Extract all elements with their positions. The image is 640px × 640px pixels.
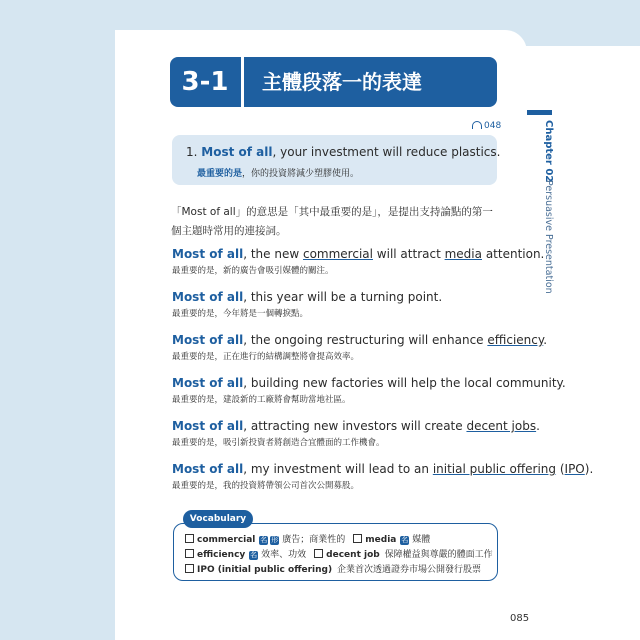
sentence-item <box>172 290 512 319</box>
vocabulary-item <box>185 535 345 545</box>
part-of-speech-badge: 形 <box>271 536 279 544</box>
section-number: 3-1 <box>181 67 229 97</box>
example-zh-highlight: 最重要的是 <box>197 169 243 179</box>
vocabulary-definition: 廣告；商業性的 <box>282 535 346 545</box>
sentence-highlight: Most of all <box>172 376 244 390</box>
sentence-text: attention. <box>482 247 545 261</box>
vocabulary-item <box>353 535 430 545</box>
checkbox-icon[interactable] <box>314 549 323 558</box>
sentence-item <box>172 419 540 448</box>
vocabulary-definition: 效率、功效 <box>261 550 307 560</box>
sentence-highlight: Most of all <box>172 333 244 347</box>
sentence-text: , attracting new investors will create <box>243 419 467 433</box>
sentence-keyword: commercial <box>302 247 373 261</box>
chapter-subtitle: Persuasive Presentation <box>543 180 554 294</box>
sentence-keyword: IPO <box>564 462 585 476</box>
example-zh-rest: ，你的投資將減少塑膠使用。 <box>242 169 360 179</box>
sentence-english <box>172 290 512 304</box>
explanation-paragraph: 「Most of all」的意思是「其中最重要的是」，是提出支持論點的第一個主題時常用的連接詞。 <box>171 206 493 237</box>
sentence-translation: 最重要的是，建設新的工廠將會幫助當地社區。 <box>172 395 351 405</box>
checkbox-icon[interactable] <box>185 534 194 543</box>
example-highlight: Most of all <box>201 145 273 159</box>
part-of-speech-badge: 名 <box>250 551 258 559</box>
sentence-item <box>172 376 566 405</box>
vocabulary-definition: 媒體 <box>412 535 431 545</box>
sentence-keyword: initial public offering <box>432 462 557 476</box>
checkbox-icon[interactable] <box>185 564 194 573</box>
sentence-translation: 最重要的是，我的投資將帶領公司首次公開募股。 <box>172 481 360 491</box>
sentence-highlight: Most of all <box>172 247 244 261</box>
sentence-highlight: Most of all <box>172 290 244 304</box>
sentence-keyword: media <box>444 247 482 261</box>
vocabulary-item <box>314 550 492 560</box>
sentence-english <box>172 419 540 433</box>
part-of-speech-badge: 名 <box>401 536 409 544</box>
sentence-highlight: Most of all <box>172 419 244 433</box>
vocabulary-word: decent job <box>326 550 380 560</box>
vocabulary-row <box>185 532 430 545</box>
sentence-text: ( <box>556 462 565 476</box>
section-title: 主體段落一的表達 <box>262 70 422 94</box>
checkbox-icon[interactable] <box>353 534 362 543</box>
part-of-speech-badge: 名 <box>260 536 268 544</box>
sentence-item <box>172 247 545 276</box>
sentence-item <box>172 333 548 362</box>
example-box <box>172 135 501 185</box>
background-left <box>0 0 115 640</box>
example-rest: , your investment will reduce plastics. <box>272 145 501 159</box>
vocabulary-definition: 企業首次透過證券市場公開發行股票 <box>336 565 481 575</box>
sentence-text: ). <box>584 462 594 476</box>
vocabulary-definition: 保障權益與尊嚴的體面工作 <box>384 550 493 560</box>
vocabulary-word: efficiency <box>197 550 246 560</box>
page-number: 085 <box>510 613 530 624</box>
vocabulary-row <box>185 547 493 560</box>
sentence-translation: 最重要的是，今年將是一個轉捩點。 <box>172 309 309 319</box>
example-translation <box>197 166 359 179</box>
sentence-text: . <box>536 419 540 433</box>
sentence-english <box>172 333 548 347</box>
sentence-keyword: decent jobs <box>466 419 537 433</box>
headphone-icon <box>472 121 482 129</box>
vocabulary-word: commercial <box>197 535 256 545</box>
sentence-english <box>172 376 566 390</box>
sentence-translation: 最重要的是，新的廣告會吸引媒體的關注。 <box>172 266 334 276</box>
vocabulary-box <box>173 523 498 581</box>
checkbox-icon[interactable] <box>185 549 194 558</box>
title-divider <box>241 57 244 107</box>
vocabulary-word: media <box>365 535 397 545</box>
vocabulary-label: Vocabulary <box>183 510 253 528</box>
sentence-text: , this year will be a turning point. <box>243 290 443 304</box>
sentence-highlight: Most of all <box>172 462 244 476</box>
sentence-text: will attract <box>372 247 445 261</box>
sentence-text: , building new factories will help the local community. <box>243 376 566 390</box>
sentence-text: , the new <box>243 247 303 261</box>
section-title-bar <box>170 57 497 107</box>
vocabulary-item <box>185 550 306 560</box>
vocabulary-item <box>185 565 481 575</box>
sentence-translation: 最重要的是，正在進行的結構調整將會提高效率。 <box>172 352 360 362</box>
sentence-text: , the ongoing restructuring will enhance <box>243 333 488 347</box>
vocabulary-word: IPO (initial public offering) <box>197 565 333 575</box>
sentence-english <box>172 462 594 476</box>
chapter-label: Chapter 02 <box>543 120 554 183</box>
sentence-translation: 最重要的是，吸引新投資者將創造合宜體面的工作機會。 <box>172 438 385 448</box>
sentence-text: . <box>543 333 548 347</box>
audio-track-number: 048 <box>484 121 502 131</box>
sentence-text: , my investment will lead to an <box>243 462 433 476</box>
sentence-english <box>172 247 545 261</box>
chapter-marker <box>527 110 552 115</box>
sentence-keyword: efficiency <box>487 333 544 347</box>
sentence-item <box>172 462 594 491</box>
example-number: 1. <box>186 145 198 159</box>
example-sentence <box>186 145 500 159</box>
audio-track[interactable] <box>472 121 501 131</box>
vocabulary-row <box>185 562 481 575</box>
